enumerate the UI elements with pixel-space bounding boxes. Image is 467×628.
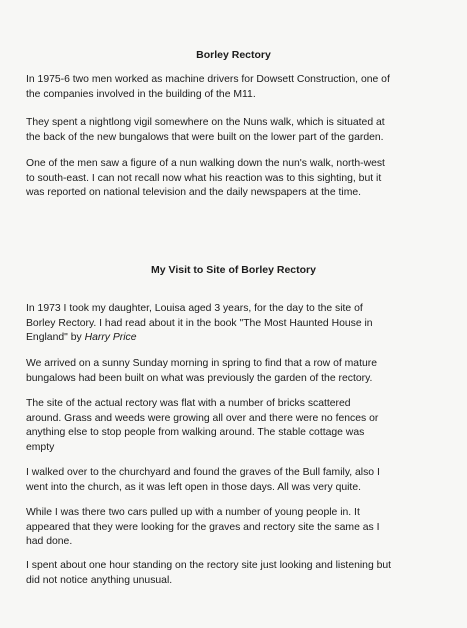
- text-line: Borley Rectory. I had read about it in the book "The Most Haunted House in: [26, 317, 373, 329]
- text-line: empty: [26, 441, 55, 453]
- paragraph-nightlong-vigil: [26, 116, 444, 145]
- text-line: They spent a nightlong vigil somewhere on the Nuns walk, which is situated at: [26, 117, 385, 128]
- text-line: around. Grass and weeds were growing all over and there were no fences or: [26, 412, 379, 424]
- text-line: to south-east. I can not recall now what his reaction was to this sighting, but it: [26, 172, 382, 184]
- text-line: the companies involved in the building of the M11.: [26, 88, 256, 100]
- text-line: I spent about one hour standing on the rectory site just looking and listening but: [26, 560, 392, 571]
- paragraph-machine-drivers: [26, 73, 444, 102]
- text-line: had done.: [26, 536, 73, 547]
- text-line: In 1975-6 two men worked as machine drivers for Dowsett Construction, one of: [26, 74, 390, 85]
- text-line: the back of the new bungalows that were built on the lower part of the garden.: [26, 131, 384, 143]
- text-line: While I was there two cars pulled up with a number of young people in. It: [26, 507, 360, 518]
- text-line: anything else to stop people from walking around. The stable cottage was: [26, 427, 365, 438]
- text-line: The site of the actual rectory was flat with a number of bricks scattered: [26, 398, 351, 409]
- paragraph-two-cars: [26, 506, 444, 550]
- paragraph-nun-sighting: [26, 157, 444, 201]
- paragraph-churchyard: [26, 466, 444, 495]
- text-line: appeared that they were looking for the graves and rectory site the same as I: [26, 521, 380, 533]
- section-title-my-visit: My Visit to Site of Borley Rectory: [151, 264, 316, 276]
- paragraph-visit-1973: [26, 302, 444, 346]
- text-line: One of the men saw a figure of a nun walking down the nun's walk, north-west: [26, 158, 385, 169]
- text-line: [26, 331, 444, 346]
- text-line: We arrived on a sunny Sunday morning in spring to find that a row of mature: [26, 358, 377, 369]
- text-line: In 1973 I took my daughter, Louisa aged 3 years, for the day to the site of: [26, 303, 363, 314]
- paragraph-one-hour: [26, 559, 444, 588]
- paragraph-rectory-site: [26, 397, 444, 455]
- author-name: Harry Price: [84, 332, 137, 343]
- text-line: was reported on national television and the daily newspapers at the time.: [26, 187, 362, 198]
- text-line: I walked over to the churchyard and found the graves of the Bull family, also I: [26, 467, 380, 478]
- book-title-end: England" by: [26, 332, 85, 343]
- text-line: bungalows had been built on what was previously the garden of the rectory.: [26, 372, 373, 384]
- paragraph-arrival: [26, 357, 444, 386]
- text-line: did not notice anything unusual.: [26, 574, 173, 586]
- text-line: went into the church, as it was left open in those days. All was very quite.: [26, 481, 361, 493]
- section-title-borley-rectory: Borley Rectory: [196, 49, 271, 61]
